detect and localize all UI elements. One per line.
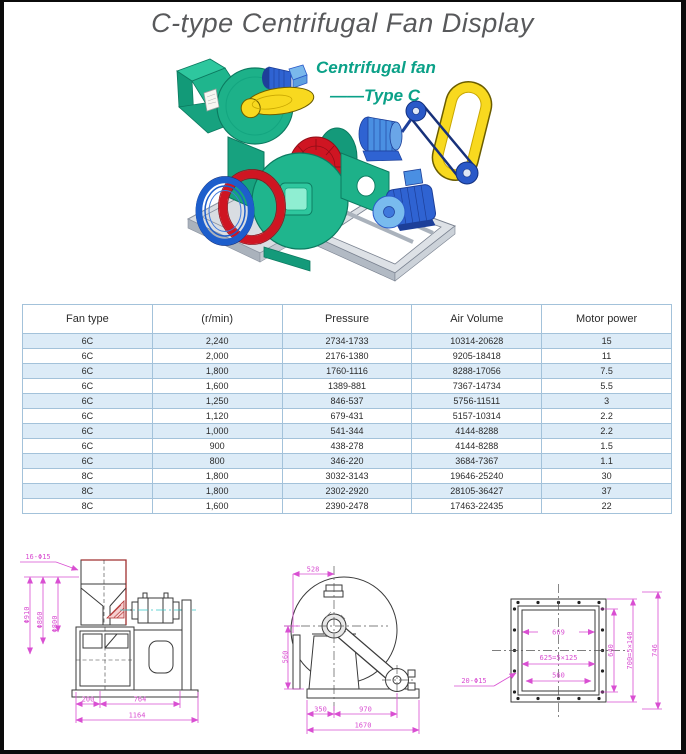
driven-pulley [456, 162, 478, 184]
table-row [23, 454, 672, 469]
cell-air-volume: 5157-10314 [412, 409, 542, 424]
table-row [23, 424, 672, 439]
cell-pressure: 541-344 [282, 424, 412, 439]
col-header-rpm: (r/min) [152, 305, 282, 334]
spec-table-header [23, 305, 672, 334]
cell-air-volume: 10314-20628 [412, 334, 542, 349]
header-row [23, 305, 672, 334]
cell-fan-type: 8C [23, 469, 153, 484]
cell-air-volume: 19646-25240 [412, 469, 542, 484]
cell-pressure: 2302-2920 [282, 484, 412, 499]
dim-560: 560 [552, 671, 565, 680]
cell-fan-type: 8C [23, 484, 153, 499]
cell-air-volume: 7367-14734 [412, 379, 542, 394]
cell-fan-type: 6C [23, 424, 153, 439]
spec-table-body [23, 334, 672, 514]
cell-rpm: 1,600 [152, 379, 282, 394]
cell-fan-type: 6C [23, 364, 153, 379]
fan-exploded-drawing [58, 54, 563, 298]
cell-pressure: 2734-1733 [282, 334, 412, 349]
cell-pressure: 1760-1116 [282, 364, 412, 379]
cell-motor-power: 1.5 [542, 439, 672, 454]
cell-rpm: 1,800 [152, 484, 282, 499]
dim-1670: 1670 [354, 721, 372, 730]
cell-fan-type: 8C [23, 499, 153, 514]
col-header-pressure: Pressure [282, 305, 412, 334]
cell-air-volume: 4144-8288 [412, 424, 542, 439]
dim-dia-860: Φ860 [36, 611, 44, 629]
cell-fan-type: 6C [23, 349, 153, 364]
table-row [23, 379, 672, 394]
cell-pressure: 2390-2478 [282, 499, 412, 514]
cell-pressure: 2176-1380 [282, 349, 412, 364]
cell-air-volume: 9205-18418 [412, 349, 542, 364]
cell-rpm: 1,250 [152, 394, 282, 409]
cell-motor-power: 15 [542, 334, 672, 349]
table-row [23, 439, 672, 454]
dim-669: 669 [552, 628, 565, 637]
dim-700: 700=5×140 [626, 631, 634, 670]
cell-air-volume: 5756-11511 [412, 394, 542, 409]
dim-640: 640 [607, 644, 615, 657]
cell-air-volume: 17463-22435 [412, 499, 542, 514]
illustration-caption-line2: ——Type C [330, 86, 421, 105]
cell-motor-power: 37 [542, 484, 672, 499]
table-row [23, 469, 672, 484]
cell-fan-type: 6C [23, 334, 153, 349]
table-row [23, 334, 672, 349]
cell-rpm: 1,800 [152, 469, 282, 484]
cell-fan-type: 6C [23, 394, 153, 409]
dim-200: 200 [81, 695, 95, 704]
cell-motor-power: 1.1 [542, 454, 672, 469]
spec-table [22, 304, 672, 514]
cell-pressure: 346-220 [282, 454, 412, 469]
col-header-air-volume: Air Volume [412, 305, 542, 334]
bolt-count-label: 16-Φ15 [25, 553, 51, 561]
cell-fan-type: 6C [23, 439, 153, 454]
cell-motor-power: 11 [542, 349, 672, 364]
cell-motor-power: 22 [542, 499, 672, 514]
bearing-unit [359, 117, 412, 161]
side-view-geometry [72, 560, 198, 697]
drawing-flange-plate [434, 548, 684, 748]
cell-rpm: 1,600 [152, 499, 282, 514]
cell-motor-power: 3 [542, 394, 672, 409]
cell-rpm: 800 [152, 454, 282, 469]
cell-rpm: 1,000 [152, 424, 282, 439]
flange-geometry [492, 584, 626, 717]
nameplate-label [204, 89, 219, 111]
dim-528: 528 [306, 565, 320, 574]
cell-pressure: 1389-881 [282, 379, 412, 394]
dim-764: 764 [133, 695, 147, 704]
cell-fan-type: 6C [23, 409, 153, 424]
cell-motor-power: 5.5 [542, 379, 672, 394]
cell-pressure: 679-431 [282, 409, 412, 424]
table-row [23, 409, 672, 424]
bolt-count-label: 20-Φ15 [461, 677, 487, 685]
dim-dia-910: Φ910 [23, 606, 31, 624]
col-header-fan-type: Fan type [23, 305, 153, 334]
dim-1164: 1164 [128, 711, 146, 720]
cell-rpm: 2,240 [152, 334, 282, 349]
cell-motor-power: 2.2 [542, 409, 672, 424]
table-row [23, 364, 672, 379]
cell-fan-type: 6C [23, 454, 153, 469]
dim-dia-800: Φ800 [51, 615, 59, 633]
cell-rpm: 2,000 [152, 349, 282, 364]
cell-motor-power: 2.2 [542, 424, 672, 439]
dim-350: 350 [314, 705, 327, 714]
dim-746: 746 [651, 644, 659, 657]
cell-pressure: 3032-3143 [282, 469, 412, 484]
cell-air-volume: 3684-7367 [412, 454, 542, 469]
cell-air-volume: 28105-36427 [412, 484, 542, 499]
cell-pressure: 846-537 [282, 394, 412, 409]
cell-rpm: 900 [152, 439, 282, 454]
fan-illustration [58, 54, 563, 298]
illustration-caption-line1: Centrifugal fan [316, 58, 436, 77]
front-view-geometry [281, 566, 419, 714]
cell-motor-power: 30 [542, 469, 672, 484]
table-row [23, 484, 672, 499]
assembled-motor [262, 65, 307, 90]
drawing-side-view [16, 544, 251, 744]
cell-air-volume: 4144-8288 [412, 439, 542, 454]
dim-970: 970 [359, 705, 372, 714]
dim-560: 560 [281, 650, 290, 664]
cell-rpm: 1,120 [152, 409, 282, 424]
table-row [23, 349, 672, 364]
cell-air-volume: 8288-17056 [412, 364, 542, 379]
cell-pressure: 438-278 [282, 439, 412, 454]
dim-625: 625=5×125 [539, 654, 578, 662]
table-row [23, 499, 672, 514]
table-row [23, 394, 672, 409]
cell-rpm: 1,800 [152, 364, 282, 379]
col-header-motor-power: Motor power [542, 305, 672, 334]
cell-fan-type: 6C [23, 379, 153, 394]
cell-motor-power: 7.5 [542, 364, 672, 379]
page-title: C-type Centrifugal Fan Display [151, 8, 534, 38]
